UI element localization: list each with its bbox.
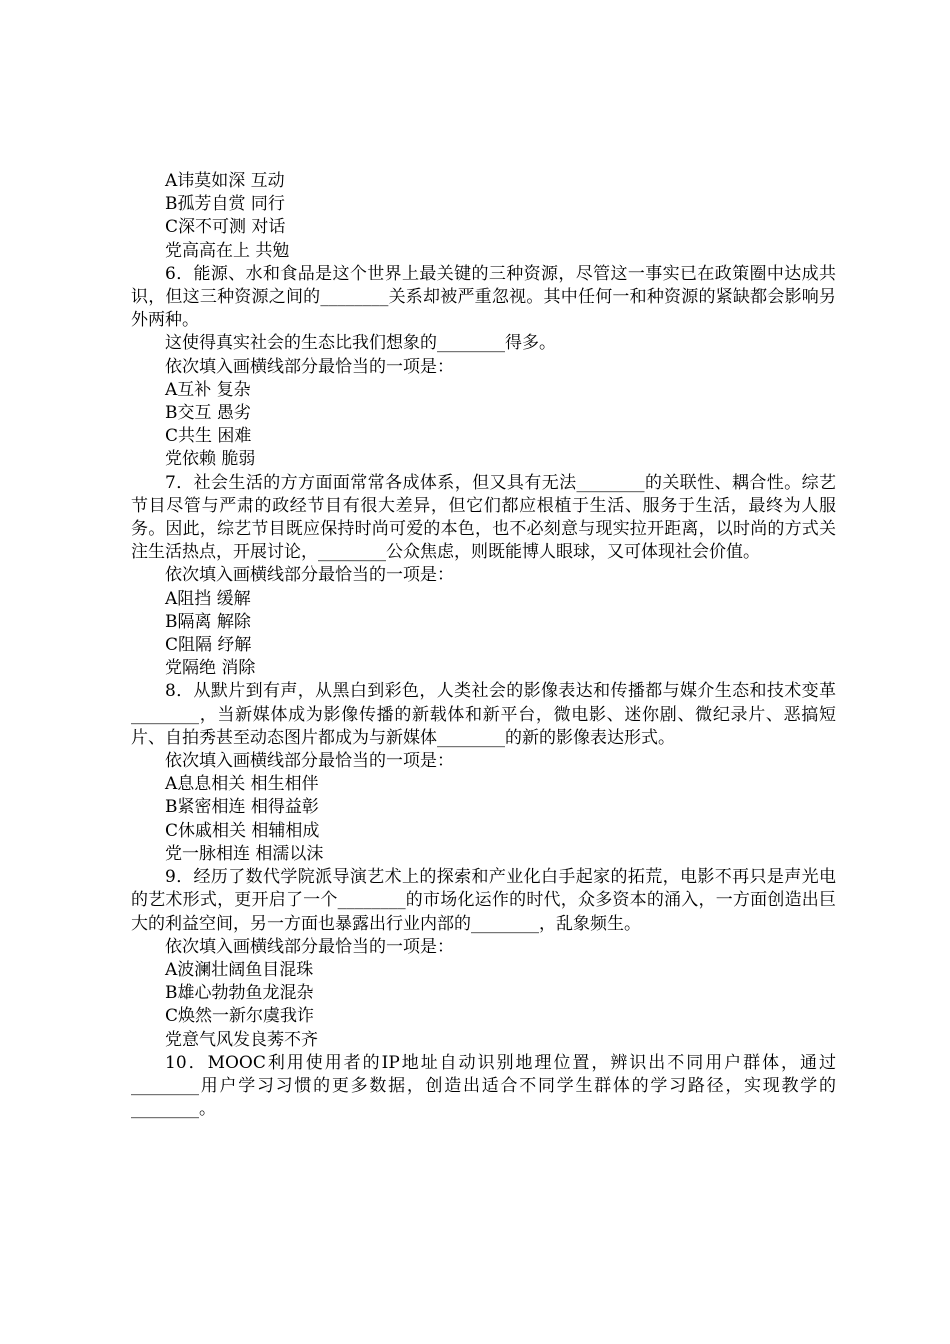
option-line: C阻隔 纾解 [165, 635, 252, 656]
paragraph-text: 7．社会生活的方方面面常常各成体系，但又具有无法________的关联性、耦合性。综艺节目尽管与严肃的政经节目有很大差异，但它们都应根植于生活、服务于生活，最终为人服务。因此，综艺节目既应保持时尚可爱的本色，也不必刻意与现实拉开距离，以时尚的方式关注生活热点，开展讨论，________公众焦虑，则既能博人眼球，又可体现社会价值。 [131, 472, 836, 563]
option-line: B隔离 解除 [165, 611, 251, 632]
paragraph-text: 9．经历了数代学院派导演艺术上的探索和产业化白手起家的拓荒，电影不再只是声光电的艺术形式，更开启了一个________的市场化运作的时代，众多资本的涌入，一方面创造出巨大的利益空间，另一方面也暴露出行业内部的________，乱象频生。 [131, 867, 836, 934]
paragraph-text: 这使得真实社会的生态比我们想象的________得多。 [165, 333, 556, 354]
document-page [131, 170, 836, 1121]
question-paragraph [131, 263, 836, 333]
paragraph-text: 8．从默片到有声，从黑白到彩色，人类社会的影像表达和传播都与媒介生态和技术变革________，当新媒体成为影像传播的新载体和新平台，微电影、迷你剧、微纪录片、恶搞短片、自拍秀甚至动态图片都成为与新媒体________的新的影像表达形式。 [131, 681, 836, 748]
option-line: C深不可测 对话 [165, 217, 286, 238]
question-paragraph [131, 680, 836, 750]
option-line: A讳莫如深 互动 [165, 171, 285, 191]
option-line: 依次填入画横线部分最恰当的一项是： [165, 565, 454, 586]
option-line: 依次填入画横线部分最恰当的一项是： [165, 751, 454, 772]
question-paragraph [131, 332, 836, 355]
question-paragraph [131, 1052, 836, 1122]
option-line: B雄心勃勃鱼龙混杂 [165, 983, 314, 1004]
option-line: A波澜壮阔鱼目混珠 [165, 959, 314, 980]
option-line: B孤芳自赏 同行 [165, 194, 285, 215]
option-line: 党一脉相连 相濡以沫 [165, 843, 324, 864]
paragraph-text: 6．能源、水和食品是这个世界上最关键的三种资源，尽管这一事实已在政策圈中达成共识，但这三种资源之间的________关系却被严重忽视。其中任何一和种资源的紧缺都会影响另外两种。 [131, 263, 836, 331]
option-line: B交互 愚劣 [165, 403, 251, 424]
option-line: 党高高在上 共勉 [165, 240, 290, 261]
option-line: A息息相关 相生相伴 [165, 774, 319, 795]
paragraph-text: 10．MOOC利用使用者的IP地址自动识别地理位置，辨识出不同用户群体，通过________用户学习习惯的更多数据，创造出适合不同学生群体的学习路径，实现教学的________。 [131, 1052, 836, 1120]
option-line: 党隔绝 消除 [165, 658, 256, 679]
option-line: B紧密相连 相得益彰 [165, 797, 319, 818]
option-line: 依次填入画横线部分最恰当的一项是： [165, 356, 454, 377]
option-line: A互补 复杂 [165, 379, 251, 400]
option-line: C休戚相关 相辅相成 [165, 820, 320, 841]
option-line: 依次填入画横线部分最恰当的一项是： [165, 936, 454, 957]
option-line: 党意气风发良莠不齐 [165, 1029, 318, 1050]
question-paragraph [131, 866, 836, 936]
option-line: 党依赖 脆弱 [165, 449, 256, 470]
option-line: C共生 困难 [165, 426, 252, 447]
option-line: C焕然一新尔虞我诈 [165, 1006, 315, 1027]
option-line: A阻挡 缓解 [165, 588, 251, 609]
question-paragraph [131, 472, 836, 565]
